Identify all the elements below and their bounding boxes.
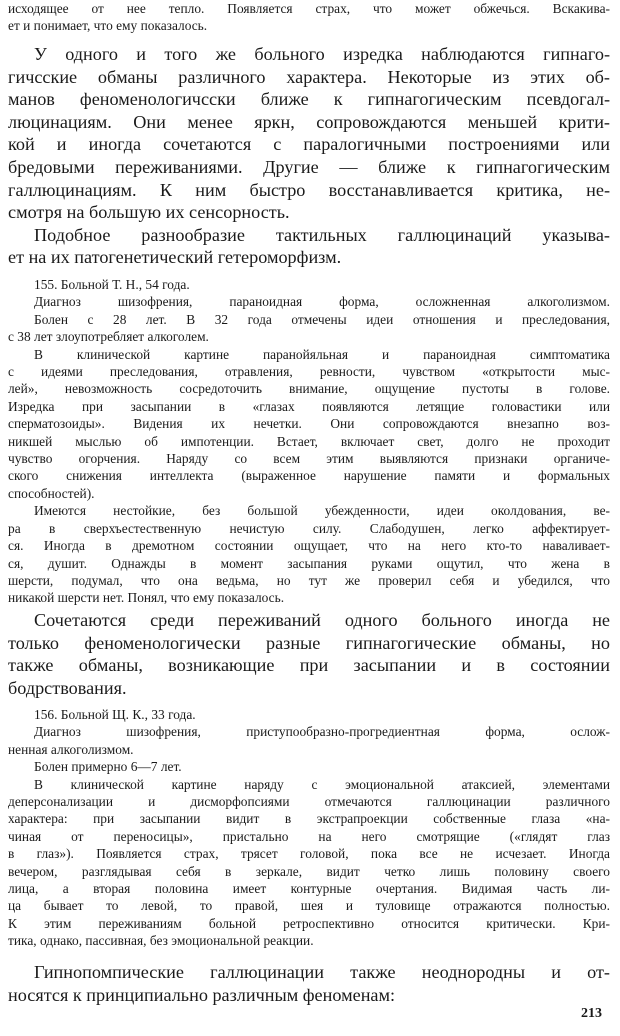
text-line: Диагноз шизофрения, приступообразно-прогредиентная форма, ослож- xyxy=(34,724,610,740)
text-line: Сочетаются среди переживаний одного больного иногда не xyxy=(34,610,610,630)
main-paragraph-2 xyxy=(8,609,610,699)
text-line: ся, душит. Однажды в момент засыпания руками ощутил, что жена в xyxy=(8,555,610,571)
text-line: ет на их патогенетический гетероморфизм. xyxy=(8,247,342,268)
text-line: с идеями преследования, отравления, ревности, чувством «открытости мыс- xyxy=(8,364,610,380)
text-line: ского снижения интеллекта (выраженное нарушение памяти и формальных xyxy=(8,468,610,484)
text-line: ненная алкоголизмом. xyxy=(8,741,134,757)
text-line: манов феноменологичсски ближе к гипнагогическим псевдогал- xyxy=(8,89,610,110)
text-line: вечером, разглядывая себя в зеркале, видит четко лишь половину своего xyxy=(8,863,610,879)
text-line: Подобное разнообразие тактильных галлюцинаций указыва- xyxy=(34,224,610,245)
text-line: исходящее от нее тепло. Появляется страх, что может обжечься. Вскакива- xyxy=(8,1,610,16)
case-title: 155. Больной Т. Н., 54 года. xyxy=(34,277,190,292)
text-line: Болен с 28 лет. В 32 года отмечены идеи отношения и преследования, xyxy=(34,311,610,327)
text-line: никакой шерсти нет. Понял, что ему показалось. xyxy=(8,590,285,606)
text-line: в глаз»). Появляется страх, трясет головой, пока все не исчезает. Иногда xyxy=(8,846,610,862)
text-line: бодрствования. xyxy=(8,677,127,698)
text-line: смотря на большую их сенсорность. xyxy=(8,202,290,223)
text-line: чувство огорчения. Наряду со всем этим выявляются признаки органиче- xyxy=(8,451,610,467)
text-line: также обманы, возникающие при засыпании и в состоянии xyxy=(8,655,610,676)
text-line: люцинациям. Они менее яркн, сопровождаются меньшей крити- xyxy=(8,111,610,132)
text-line: гичсские обманы различного характера. Некоторые из этих об- xyxy=(8,66,610,87)
case-156 xyxy=(8,706,610,950)
text-line: кой и иногда сочетаются с паралогичными построениями или xyxy=(8,134,610,155)
text-line: сперматозоиды». Видения их нечетки. Они сопровождаются внезапно воз- xyxy=(8,416,610,432)
case-155 xyxy=(8,276,610,607)
text-line: Диагноз шизофрения, параноидная форма, осложненная алкоголизмом. xyxy=(34,294,610,310)
case-title: 156. Больной Щ. К., 33 года. xyxy=(34,707,196,722)
text-line: деперсонализации и дисморфопсиями отмечаются галлюцинации различного xyxy=(8,794,610,810)
text-line: Имеются нестойкие, без большой убежденности, идеи околдования, ве- xyxy=(34,503,610,519)
continuation-paragraph xyxy=(8,0,610,35)
text-line: Болен примерно 6—7 лет. xyxy=(34,759,182,775)
text-line: шерсти, подумал, что она ведьма, но тут же проверил себя и убедился, что xyxy=(8,572,610,588)
text-line: ся. Иногда в дремотном состоянии ощущает, что на него кто-то наваливает- xyxy=(8,538,610,554)
text-line: чиная от переносицы», пристально на него смотрящие («глядят глаз xyxy=(8,828,610,844)
text-line: ет и понимает, что ему показалось. xyxy=(8,18,208,34)
text-line: Изредка при засыпании в «глазах появляются летящие головастики или xyxy=(8,398,610,414)
text-line: способностей). xyxy=(8,485,95,501)
text-line: Гипнопомпические галлюцинации также неоднородны и от- xyxy=(34,962,610,982)
main-paragraph-1 xyxy=(8,43,610,269)
text-line: В клинической картине паранойяльная и параноидная симптоматика xyxy=(34,346,610,362)
text-line: характера: при засыпании видит в экстрапроекции собственные глаза «на- xyxy=(8,811,610,827)
text-line: К этим переживаниям больной ретроспективно относится критически. Кри- xyxy=(8,915,610,931)
text-line: только феноменологически разные гипнагогические обманы, но xyxy=(8,632,610,653)
text-line: У одного и того же больного изредка наблюдаются гипнаго- xyxy=(34,44,610,64)
text-line: носятся к принципиально различным феноменам: xyxy=(8,984,396,1005)
page-number: 213 xyxy=(581,1006,602,1021)
text-line: ра в сверхъестественную нечистую силу. Слабодушен, легко аффектирует- xyxy=(8,520,610,536)
text-line: В клинической картине наряду с эмоциональной атаксией, элементами xyxy=(34,776,610,792)
text-line: галлюцинациям. К ним быстро восстанавливается критика, не- xyxy=(8,179,610,200)
text-line: ца бывает то левой, то правой, шея и туловище отражаются полностью. xyxy=(8,898,610,914)
text-line: лей», невозможность сосредоточить внимание, ощущение пустоты в голове. xyxy=(8,381,610,397)
text-line: никшей мыслью об импотенции. Встает, включает свет, долго не проходит xyxy=(8,433,610,449)
main-paragraph-3 xyxy=(8,961,610,1006)
text-line: бредовыми переживаниями. Другие — ближе к гипнагогическим xyxy=(8,156,610,177)
text-line: лица, а вторая половина имеет контурные очертания. Видимая часть ли- xyxy=(8,881,610,897)
text-line: тика, однако, пассивная, без эмоциональной реакции. xyxy=(8,933,314,949)
text-line: с 38 лет злоупотребляет алкоголем. xyxy=(8,329,209,345)
